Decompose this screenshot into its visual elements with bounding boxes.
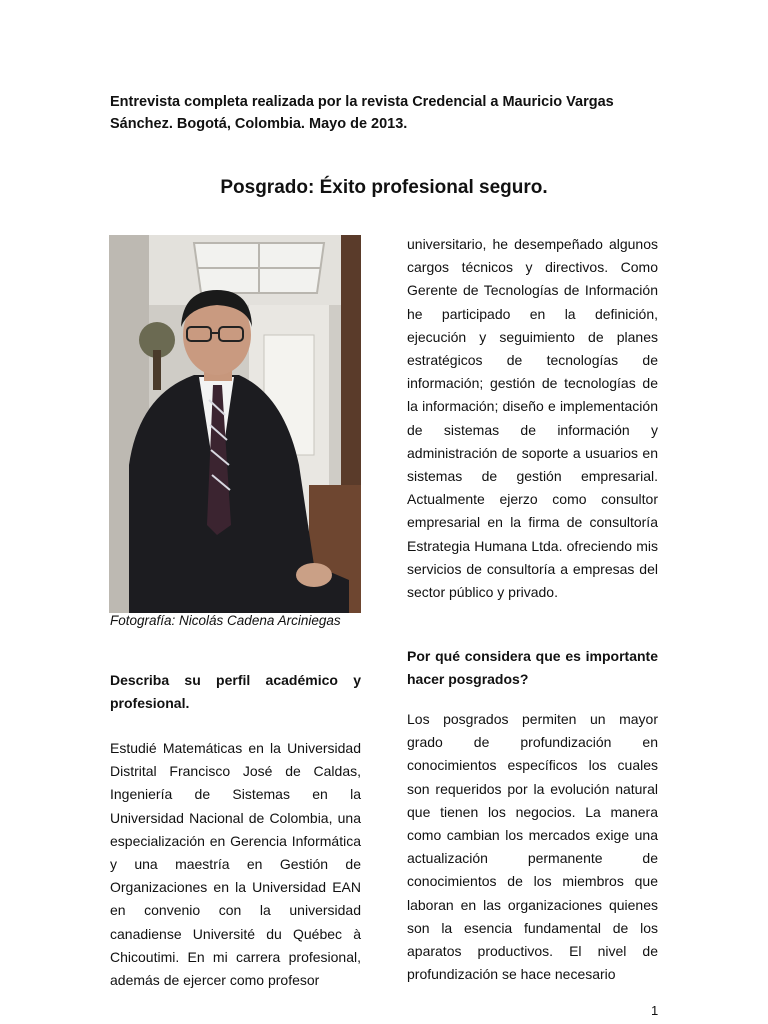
answer-academic-profile-continued: universitario, he desempeñado algunos cargos técnicos y directivos. Como Gerente de Tecnologías de Información he participado en la definición, ejecución y seguimiento de planes estratégicos de tecnologías de información; gestión de tecnologías de la información; diseño e implementación de sistemas de información y administración de soporte a usuarios en sistemas de gestión empresarial. Actualmente ejerzo como consultor empresarial en la firma de consultoría Estrategia Humana Ltda. ofreciendo mis servicios de consultoría a empresas del sector público y privado. [407,236,658,601]
photo-caption: Fotografía: Nicolás Cadena Arciniegas [110,613,341,628]
question-why-postgraduate: Por qué considera que es importante hacer posgrados? [407,648,658,688]
article-title: Posgrado: Éxito profesional seguro. [220,177,548,198]
question-academic-profile: Describa su perfil académico y profesional. [110,672,361,712]
page-number: 1 [651,1003,659,1018]
intro-paragraph: Entrevista completa realizada por la revista Credencial a Mauricio Vargas Sánchez. Bogotá, Colombia. Mayo de 2013. [110,94,614,132]
answer-why-postgraduate: Los posgrados permiten un mayor grado de profundización en conocimientos específicos los cuales son requeridos por la evolución natural que tienen los negocios. La manera como cambian los mercados exige una actualización permanente de conocimientos de los miembros que laboran en las organizaciones quienes son la esencia fundamental de los aparatos productivos. El nivel de profundización se hace necesario [407,711,658,983]
portrait-photo [109,235,361,613]
answer-academic-profile: Estudié Matemáticas en la Universidad Distrital Francisco José de Caldas, Ingeniería de Sistemas en la Universidad Nacional de Colombia, una especialización en Gerencia Informática y una maestría en Gestión de Organizaciones en la Universidad EAN en convenio con la universidad canadiense Université du Québec à Chicoutimi. En mi carrera profesional, además de ejercer como profesor [110,740,361,989]
